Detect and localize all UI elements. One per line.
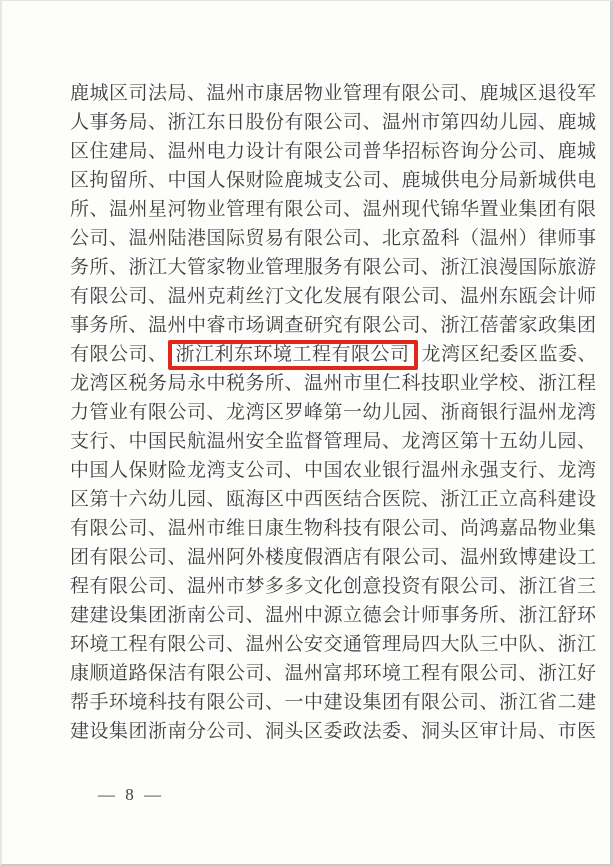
text-line: 有限公司、温州克莉丝汀文化发展有限公司、温州东瓯会计师 [70, 286, 597, 307]
text-line: 区住建局、温州电力设计有限公司普华招标咨询分公司、鹿城 [70, 141, 597, 162]
text-line: 龙湾区税务局永中税务所、温州市里仁科技职业学校、浙江程 [70, 373, 597, 394]
text-line: 中国人保财险龙湾支公司、中国农业银行温州永强支行、龙湾 [70, 460, 597, 481]
text-line: 事务所、温州中睿市场调查研究有限公司、浙江蓓蕾家政集团 [70, 315, 597, 336]
line-text: 龙湾区纪委区监委、 [421, 344, 598, 365]
text-line: 人事务局、浙江东日股份有限公司、温州市第四幼儿园、鹿城 [70, 112, 597, 133]
text-line: 力管业有限公司、龙湾区罗峰第一幼儿园、浙商银行温州龙湾 [70, 402, 597, 423]
text-line [70, 340, 598, 369]
text-line: 康顺道路保洁有限公司、温州富邦环境工程有限公司、浙江好 [70, 663, 597, 684]
text-line: 支行、中国民航温州安全监督管理局、龙湾区第十五幼儿园、 [70, 431, 597, 452]
line-text: 有限公司、 [70, 344, 168, 365]
text-line: 区拘留所、中国人保财险鹿城支公司、鹿城供电分局新城供电 [70, 170, 597, 191]
text-line: 有限公司、温州市维日康生物科技有限公司、尚鸿嘉品物业集 [70, 518, 597, 539]
text-line: 环境工程有限公司、温州公安交通管理局四大队三中队、浙江 [70, 634, 597, 655]
text-line: 所、温州星河物业管理有限公司、温州现代锦华置业集团有限 [70, 199, 597, 220]
page-number: — 8 — [98, 785, 164, 804]
text-line: 鹿城区司法局、温州市康居物业管理有限公司、鹿城区退役军 [70, 83, 597, 104]
highlighted-company-box: 浙江利东环境工程有限公司 [168, 340, 418, 370]
text-line: 建建设集团浙南公司、温州中源立德会计师事务所、浙江舒环 [70, 605, 597, 626]
text-line: 帮手环境科技有限公司、一中建设集团有限公司、浙江省二建 [70, 692, 597, 713]
text-line: 程有限公司、温州市梦多多文化创意投资有限公司、浙江省三 [70, 576, 597, 597]
text-line: 务所、浙江大管家物业管理服务有限公司、浙江浪漫国际旅游 [70, 257, 597, 278]
text-line: 区第十六幼儿园、瓯海区中西医结合医院、浙江正立高科建设 [70, 489, 597, 510]
text-line: 团有限公司、温州阿外楼度假酒店有限公司、温州致博建设工 [70, 547, 597, 568]
text-line: 建设集团浙南分公司、洞头区委政法委、洞头区审计局、市医 [70, 721, 597, 742]
text-line: 公司、温州陆港国际贸易有限公司、北京盈科（温州）律师事 [70, 228, 597, 249]
body-text [70, 79, 598, 746]
